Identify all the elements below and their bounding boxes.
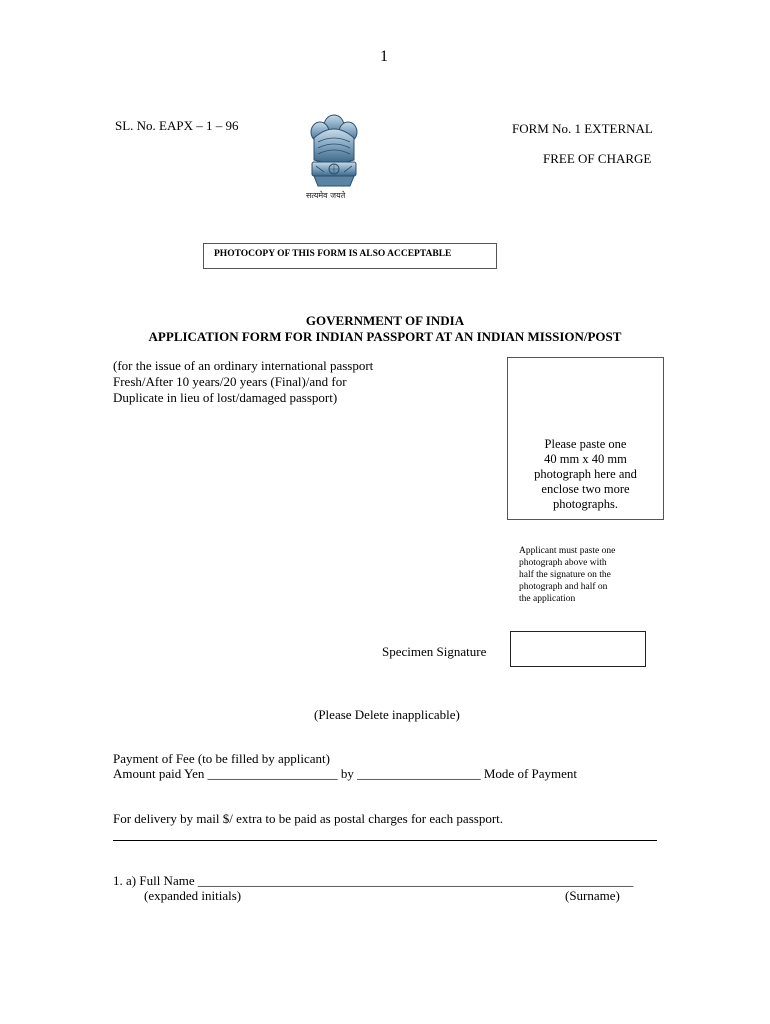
free-of-charge-label: FREE OF CHARGE [543,151,652,166]
payment-amount-line[interactable]: Amount paid Yen ____________________ by ___________________ Mode of Payment [113,766,578,781]
photo-instruction-line: Please paste one [544,437,627,451]
photo-instruction-line: photographs. [553,497,618,511]
photo-instruction-line: enclose two more [541,482,630,496]
section-divider [113,840,657,841]
photo-instruction-line: photograph here and [534,467,637,481]
specimen-signature-label: Specimen Signature [382,644,487,659]
photo-note-line: photograph and half on [519,582,608,592]
issue-purpose-line: (for the issue of an ordinary international passport [113,358,374,373]
government-title: GOVERNMENT OF INDIA [305,313,465,328]
photo-instruction-line: 40 mm x 40 mm [544,452,627,466]
photo-note-line: photograph above with [519,558,607,568]
serial-number: SL. No. EAPX – 1 – 96 [115,118,239,133]
specimen-signature-box[interactable] [510,631,646,667]
photo-note-line: Applicant must paste one [519,546,616,556]
photo-note-line: half the signature on the [519,570,611,580]
emblem-motto: सत्यमेव जयते [306,191,346,200]
application-title: APPLICATION FORM FOR INDIAN PASSPORT AT AN INDIAN MISSION/POST [148,329,622,344]
mail-delivery-note: For delivery by mail $/ extra to be paid as postal charges for each passport. [113,811,504,826]
issue-purpose-line: Fresh/After 10 years/20 years (Final)/and for [113,374,347,389]
full-name-field[interactable]: 1. a) Full Name ___________________________________________________________________ [113,873,634,888]
surname-label: (Surname) [565,888,620,903]
delete-inapplicable-note: (Please Delete inapplicable) [314,707,460,722]
expanded-initials-label: (expanded initials) [144,888,242,903]
form-number: FORM No. 1 EXTERNAL [512,121,653,136]
photo-note-line: the application [519,594,576,604]
page-number: 1 [380,48,388,65]
photocopy-notice-text: PHOTOCOPY OF THIS FORM IS ALSO ACCEPTABLE [214,249,452,259]
issue-purpose-line: Duplicate in lieu of lost/damaged passport) [113,390,338,405]
payment-heading: Payment of Fee (to be filled by applicant) [113,751,330,766]
